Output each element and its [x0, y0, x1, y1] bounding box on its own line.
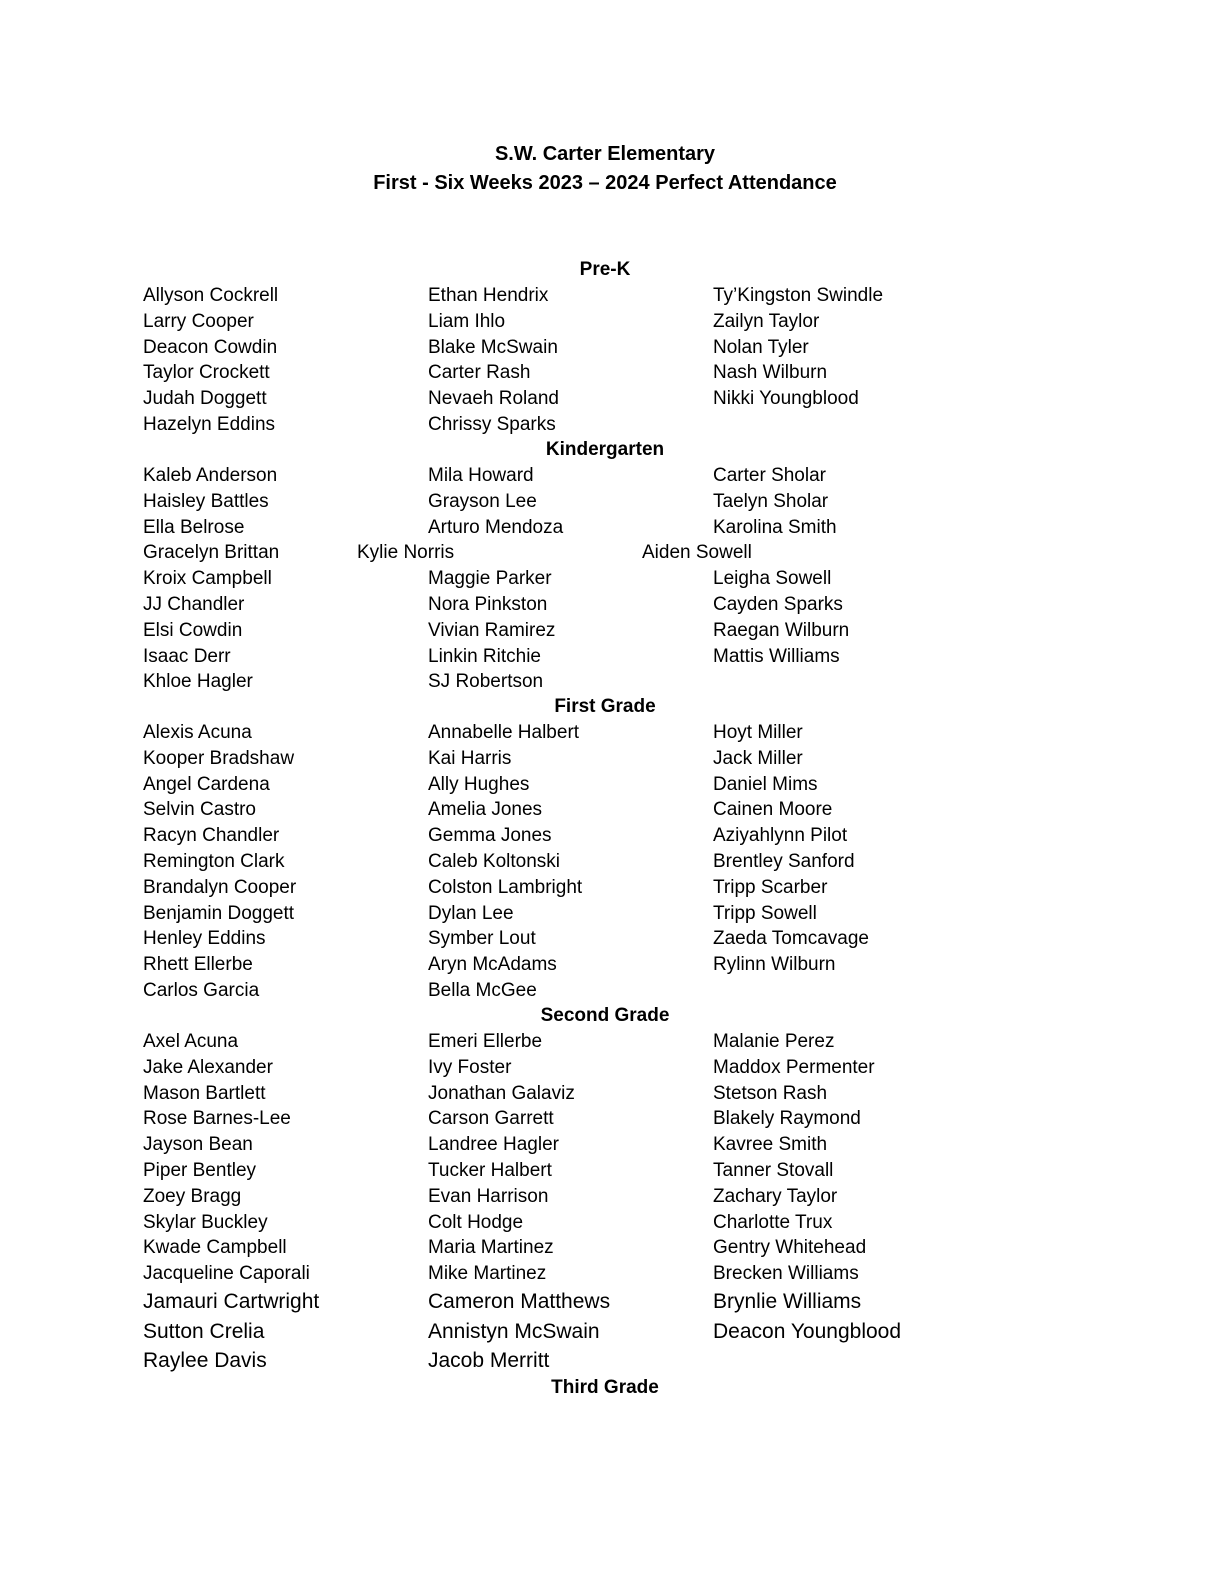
student-name: Angel Cardena — [143, 773, 270, 795]
student-name: Sutton Crelia — [143, 1319, 265, 1343]
student-name: Arturo Mendoza — [428, 516, 564, 538]
student-name: Jonathan Galaviz — [428, 1082, 575, 1104]
student-name: Cainen Moore — [713, 799, 833, 821]
student-name: Remington Clark — [143, 851, 285, 872]
student-name: Ally Hughes — [428, 773, 530, 795]
student-name: Carter Rash — [428, 362, 531, 384]
student-name: Blake McSwain — [428, 336, 558, 358]
student-name: Isaac Derr — [143, 645, 231, 667]
student-name: Deacon Youngblood — [713, 1319, 902, 1343]
student-name: Bella McGee — [428, 980, 537, 1001]
student-name: Colston Lambright — [428, 876, 583, 898]
student-name: Henley Eddins — [143, 928, 266, 950]
student-name: Jake Alexander — [143, 1056, 273, 1078]
student-name: Kai Harris — [428, 747, 512, 769]
student-name: Jayson Bean — [143, 1134, 253, 1156]
student-name: Khloe Hagler — [143, 671, 253, 693]
student-name: Piper Bentley — [143, 1160, 257, 1181]
student-name: Gentry Whitehead — [713, 1237, 867, 1259]
student-name: Gemma Jones — [428, 825, 552, 847]
student-name: Allyson Cockrell — [143, 285, 279, 306]
student-name: Brentley Sanford — [713, 851, 855, 872]
student-name: Axel Acuna — [143, 1031, 239, 1052]
student-name: Cameron Matthews — [428, 1290, 611, 1313]
student-name: Raylee Davis — [143, 1349, 267, 1373]
student-name: Nevaeh Roland — [428, 388, 559, 410]
student-name: Zachary Taylor — [713, 1185, 838, 1207]
student-name: Hoyt Miller — [713, 722, 803, 743]
student-name: Taylor Crockett — [143, 362, 270, 384]
student-name: Judah Doggett — [143, 388, 267, 410]
student-name: Nikki Youngblood — [713, 388, 859, 410]
student-name: Rose Barnes-Lee — [143, 1108, 291, 1130]
student-name: Nash Wilburn — [713, 362, 828, 384]
student-name: Maggie Parker — [428, 568, 552, 590]
section-heading-kindergarten: Kindergarten — [545, 439, 665, 460]
student-name: Zoey Bragg — [143, 1185, 242, 1207]
student-name: Jamauri Cartwright — [143, 1290, 320, 1313]
student-name: Evan Harrison — [428, 1185, 549, 1207]
student-name: Dylan Lee — [428, 902, 514, 924]
section-heading-pre-k: Pre-K — [579, 259, 631, 280]
student-name: Brynlie Williams — [713, 1290, 862, 1313]
student-name: Carlos Garcia — [143, 980, 260, 1001]
student-name: Gracelyn Brittan — [143, 542, 280, 564]
student-name: Rylinn Wilburn — [713, 954, 836, 976]
student-name: Haisley Battles — [143, 490, 269, 512]
student-name: Tucker Halbert — [428, 1160, 552, 1181]
student-name: Zailyn Taylor — [713, 310, 820, 332]
student-name: Annistyn McSwain — [428, 1319, 600, 1343]
student-name: Ella Belrose — [143, 516, 245, 538]
student-name: Kwade Campbell — [143, 1237, 287, 1259]
student-name: SJ Robertson — [428, 671, 544, 693]
student-name: Grayson Lee — [428, 490, 537, 512]
student-name: Benjamin Doggett — [143, 902, 295, 924]
student-name: Hazelyn Eddins — [143, 414, 276, 435]
student-name: Taelyn Sholar — [713, 490, 829, 512]
student-name: Nolan Tyler — [713, 336, 809, 358]
student-name: Linkin Ritchie — [428, 645, 541, 667]
student-name: Tripp Sowell — [713, 902, 817, 924]
student-name: Brecken Williams — [713, 1263, 859, 1285]
student-name: Amelia Jones — [428, 799, 543, 821]
student-name: Mattis Williams — [713, 645, 840, 667]
student-name: Aryn McAdams — [428, 954, 557, 976]
student-name: Charlotte Trux — [713, 1211, 833, 1233]
student-name: Deacon Cowdin — [143, 336, 278, 358]
student-name: Symber Lout — [428, 928, 536, 950]
section-heading-first-grade: First Grade — [554, 696, 656, 717]
student-name: Stetson Rash — [713, 1082, 828, 1104]
student-name: Maria Martinez — [428, 1237, 554, 1259]
student-name: Malanie Perez — [713, 1031, 835, 1052]
student-name: Carson Garrett — [428, 1108, 554, 1130]
student-name: Kroix Campbell — [143, 568, 272, 590]
student-name: Ty’Kingston Swindle — [713, 285, 884, 306]
student-name: Tripp Scarber — [713, 876, 828, 898]
student-name: Blakely Raymond — [713, 1108, 861, 1130]
student-name: Colt Hodge — [428, 1211, 524, 1233]
student-name: Maddox Permenter — [713, 1056, 875, 1078]
student-name: Kaleb Anderson — [143, 465, 278, 486]
student-name: Kylie Norris — [357, 542, 455, 564]
student-name: Daniel Mims — [713, 773, 818, 795]
student-name: Raegan Wilburn — [713, 619, 850, 641]
student-name: Mike Martinez — [428, 1263, 547, 1285]
student-name: Jack Miller — [713, 747, 803, 769]
student-name: Caleb Koltonski — [428, 851, 561, 872]
student-name: Ethan Hendrix — [428, 285, 549, 306]
student-name: JJ Chandler — [143, 594, 245, 615]
student-name: Liam Ihlo — [428, 310, 506, 332]
section-heading-third-grade: Third Grade — [551, 1377, 659, 1398]
student-name: Kavree Smith — [713, 1134, 828, 1156]
student-name: Karolina Smith — [713, 516, 837, 538]
student-name: Emeri Ellerbe — [428, 1031, 543, 1052]
student-name: Landree Hagler — [428, 1134, 559, 1156]
student-name: Jacqueline Caporali — [143, 1263, 310, 1285]
student-name: Selvin Castro — [143, 799, 256, 821]
student-name: Brandalyn Cooper — [143, 876, 297, 898]
student-name: Racyn Chandler — [143, 825, 280, 847]
school-name: S.W. Carter Elementary — [494, 143, 716, 165]
student-name: Tanner Stovall — [713, 1160, 834, 1181]
student-name: Cayden Sparks — [713, 594, 843, 615]
student-name: Mila Howard — [428, 465, 534, 486]
student-name: Carter Sholar — [713, 465, 826, 486]
student-name: Mason Bartlett — [143, 1082, 266, 1104]
section-heading-second-grade: Second Grade — [540, 1005, 670, 1026]
student-name: Larry Cooper — [143, 310, 254, 332]
student-name: Elsi Cowdin — [143, 619, 243, 641]
student-name: Rhett Ellerbe — [143, 954, 253, 976]
student-name: Annabelle Halbert — [428, 722, 580, 743]
document-title: First - Six Weeks 2023 – 2024 Perfect Attendance — [373, 172, 837, 194]
student-name: Skylar Buckley — [143, 1211, 268, 1233]
student-name: Chrissy Sparks — [428, 414, 556, 435]
student-name: Nora Pinkston — [428, 594, 548, 615]
student-name: Zaeda Tomcavage — [713, 928, 869, 950]
student-name: Kooper Bradshaw — [143, 747, 295, 769]
student-name: Vivian Ramirez — [428, 619, 556, 641]
student-name: Ivy Foster — [428, 1056, 512, 1078]
student-name: Jacob Merritt — [428, 1349, 550, 1373]
student-name: Leigha Sowell — [713, 568, 832, 590]
student-name: Aziyahlynn Pilot — [713, 825, 848, 847]
student-name: Alexis Acuna — [143, 722, 252, 743]
student-name: Aiden Sowell — [642, 542, 752, 564]
